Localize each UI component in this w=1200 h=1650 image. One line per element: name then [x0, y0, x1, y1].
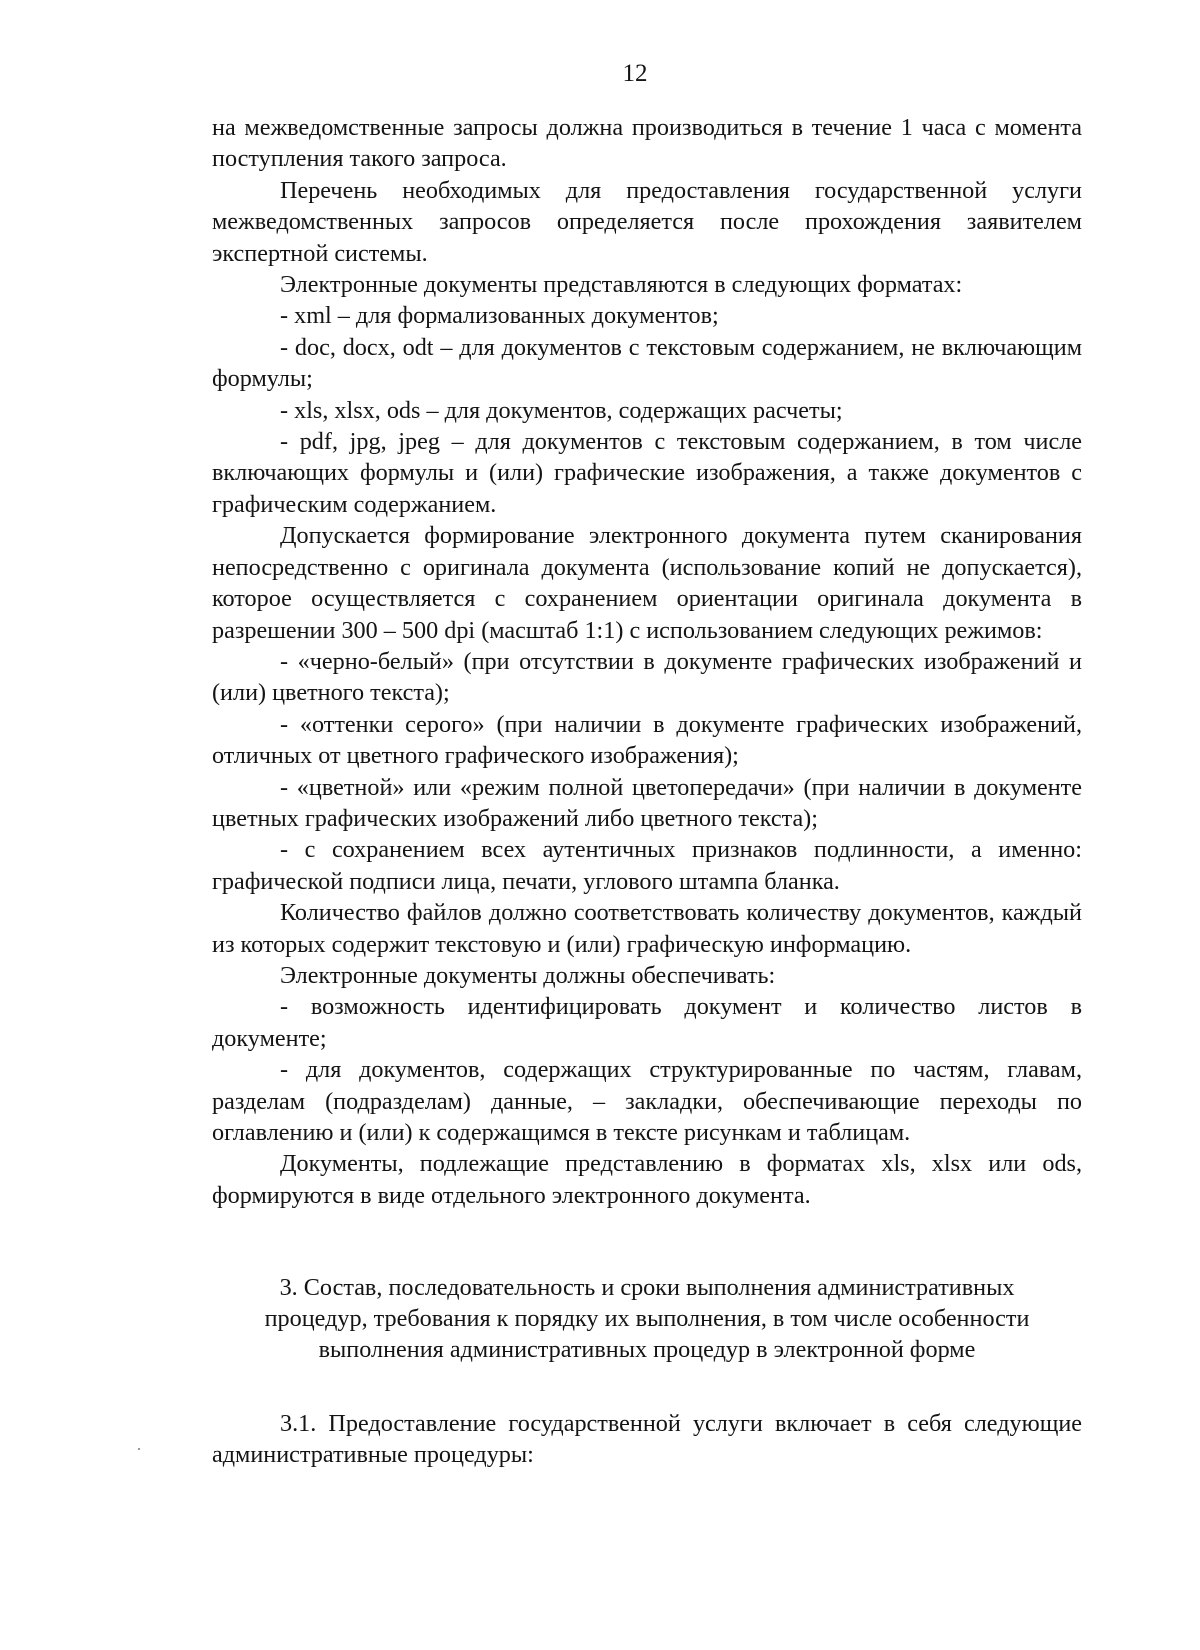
list-item-grayscale: - «оттенки серого» (при наличии в документе графических изображений, отличных от цветного графического изображения); [212, 710, 1082, 770]
paragraph-scanning: Допускается формирование электронного документа путем сканирования непосредственно с оригинала документа (использование копий не допускается), которое осуществляется с сохранением ориентации оригинала документа в разрешении 300 – 500 dpi (масштаб 1:1) с использованием следующих режимов: [212, 522, 1082, 644]
section-heading [212, 1272, 1082, 1365]
paragraph-3-1: 3.1. Предоставление государственной услуги включает в себя следующие административные процедуры: [212, 1410, 1082, 1468]
list-item-authenticity: - с сохранением всех аутентичных признаков подлинности, а именно: графической подписи лица, печати, углового штампа бланка. [212, 836, 1082, 895]
list-item-black-white: - «черно-белый» (при отсутствии в документе графических изображений и (или) цветного текста); [212, 647, 1082, 707]
list-item-xml: - xml – для формализованных документов; [280, 302, 719, 330]
list-item-xls: - xls, xlsx, ods – для документов, содержащих расчеты; [280, 396, 843, 424]
paragraph-continuation: на межведомственные запросы должна производиться в течение 1 часа с момента поступления такого запроса. [212, 114, 1082, 173]
section-heading-line: выполнения административных процедур в электронной форме [318, 1336, 976, 1363]
paragraph-formats-intro: Электронные документы представляются в следующих форматах: [280, 271, 963, 299]
list-item-color: - «цветной» или «режим полной цветопередачи» (при наличии в документе цветных графических изображений либо цветного текста); [212, 773, 1082, 832]
paragraph-file-count: Количество файлов должно соответствовать количеству документов, каждый из которых содержит текстовую и (или) графическую информацию. [212, 899, 1082, 958]
paragraph-requirements-intro: Электронные документы должны обеспечивать: [280, 961, 776, 989]
list-item-identify: - возможность идентифицировать документ и количество листов в документе; [212, 993, 1082, 1052]
list-item-bookmarks: - для документов, содержащих структурированные по частям, главам, разделам (подразделам) данные, – закладки, обеспечивающие переходы по оглавлению и (или) к содержащимся в тексте рисункам и таблицам. [212, 1056, 1082, 1146]
list-item-pdf: - pdf, jpg, jpeg – для документов с текстовым содержанием, в том числе включающих формулы и (или) графические изображения, а также документов с графическим содержанием. [212, 428, 1082, 518]
page-number: 12 [622, 60, 648, 87]
document-body [212, 112, 1082, 1211]
scan-speck [138, 1448, 140, 1450]
list-item-doc: - doc, docx, odt – для документов с текстовым содержанием, не включающим формулы; [212, 333, 1082, 393]
paragraph-requests-list: Перечень необходимых для предоставления государственной услуги межведомственных запросов определяется после прохождения заявителем экспертной системы. [212, 176, 1082, 267]
closing-paragraph-block [212, 1408, 1082, 1470]
section-heading-line: процедур, требования к порядку их выполнения, в том числе особенности [264, 1305, 1030, 1332]
paragraph-spreadsheets: Документы, подлежащие представлению в форматах xls, xlsx или ods, формируются в виде отдельного электронного документа. [212, 1150, 1082, 1209]
section-heading-line: 3. Состав, последовательность и сроки выполнения административных [279, 1274, 1015, 1301]
